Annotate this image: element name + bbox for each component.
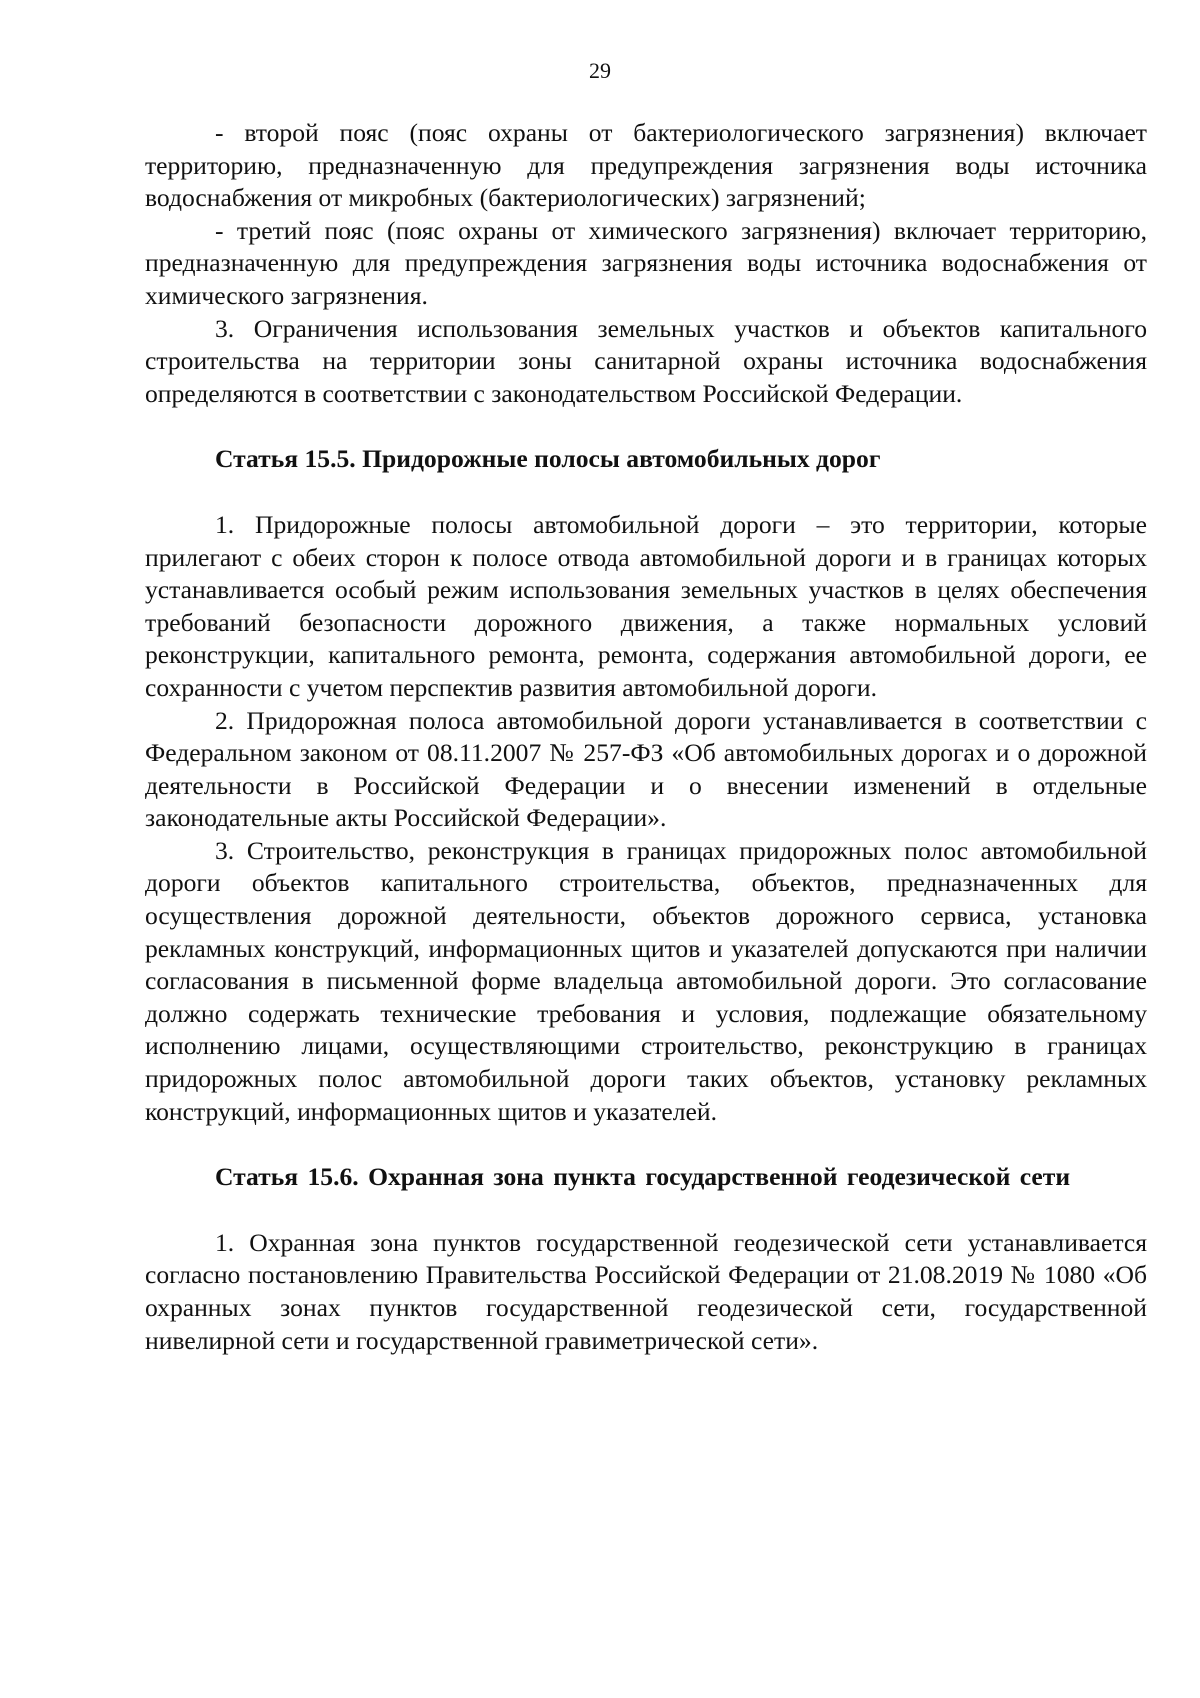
- paragraph-geodetic-zone: 1. Охранная зона пунктов государственной геодезической сети устанавливается согласно постановлению Правительства Российской Федерации от 21.08.2019 № 1080 «Об охранных зонах пунктов государственной геодезической сети, государственной нивелирной сети и государственной гравиметрической сети».: [145, 1227, 1147, 1355]
- paragraph-roadside-definition: 1. Придорожные полосы автомобильной дороги – это территории, которые прилегают с обеих сторон к полосе отвода автомобильной дороги и в границах которых устанавливается особый режим использования земельных участков в целях обеспечения требований безопасности дорожного движения, а также нормальных условий реконструкции, капитального ремонта, ремонта, содержания автомобильной дороги, ее сохранности с учетом перспектив развития автомобильной дороги.: [145, 509, 1147, 702]
- paragraph-second-belt: - второй пояс (пояс охраны от бактериологического загрязнения) включает территорию, предназначенную для предупреждения загрязнения воды источника водоснабжения от микробных (бактериологических) загрязнений;: [145, 118, 1147, 213]
- article-heading-15-5: Статья 15.5. Придорожные полосы автомобильных дорог: [215, 444, 881, 474]
- document-body: [145, 117, 1147, 1357]
- paragraph-roadside-law: 2. Придорожная полоса автомобильной дороги устанавливается в соответствии с Федеральном законом от 08.11.2007 № 257-ФЗ «Об автомобильных дорогах и о дорожной деятельности в Российской Федерации и о внесении изменений в отдельные законодательные акты Российской Федерации».: [145, 705, 1147, 833]
- article-heading-15-6: Статья 15.6. Охранная зона пункта государственной геодезической сети: [215, 1162, 1071, 1192]
- paragraph-land-restrictions: 3. Ограничения использования земельных участков и объектов капитального строительства на территории зоны санитарной охраны источника водоснабжения определяются в соответствии с законодательством Российской Федерации.: [145, 313, 1147, 408]
- paragraph-third-belt: - третий пояс (пояс охраны от химического загрязнения) включает территорию, предназначенную для предупреждения загрязнения воды источника водоснабжения от химического загрязнения.: [145, 215, 1147, 310]
- paragraph-roadside-construction: 3. Строительство, реконструкция в границах придорожных полос автомобильной дороги объектов капитального строительства, объектов, предназначенных для осуществления дорожной деятельности, объектов дорожного сервиса, установка рекламных конструкций, информационных щитов и указателей допускаются при наличии согласования в письменной форме владельца автомобильной дороги. Это согласование должно содержать технические требования и условия, подлежащие обязательному исполнению лицами, осуществляющими строительство, реконструкцию в границах придорожных полос автомобильной дороги таких объектов, установку рекламных конструкций, информационных щитов и указателей.: [145, 835, 1147, 1126]
- page-number: 29: [589, 58, 611, 83]
